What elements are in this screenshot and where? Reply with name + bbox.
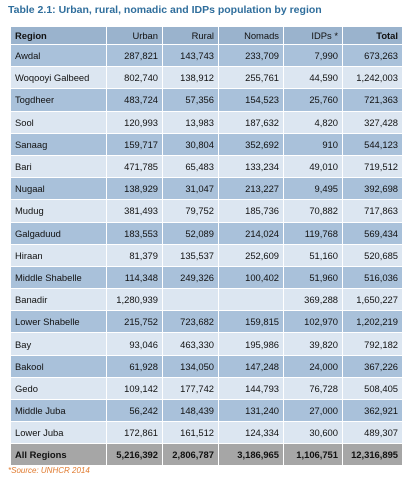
table-row [11,222,403,244]
rural-cell: 138,912 [163,67,219,89]
nomads-cell: 185,736 [219,200,284,222]
rural-cell: 79,752 [163,200,219,222]
urban-cell: 56,242 [107,400,163,422]
table-row [11,244,403,266]
table-row [11,377,403,399]
total-cell: 719,512 [343,155,403,177]
table-row [11,400,403,422]
idps-cell: 369,288 [284,289,343,311]
rural-cell: 31,047 [163,178,219,200]
region-cell: Hiraan [11,244,107,266]
idps-cell: 27,000 [284,400,343,422]
idps-cell: 9,495 [284,178,343,200]
table-row [11,178,403,200]
urban-cell: 471,785 [107,155,163,177]
idps-cell: 24,000 [284,355,343,377]
total-cell: 544,123 [343,133,403,155]
footer-rural-cell: 2,806,787 [163,444,219,466]
column-header-rural: Rural [163,27,219,45]
nomads-cell: 133,234 [219,155,284,177]
rural-cell: 135,537 [163,244,219,266]
rural-cell [163,289,219,311]
idps-cell: 49,010 [284,155,343,177]
nomads-cell: 147,248 [219,355,284,377]
nomads-cell: 252,609 [219,244,284,266]
table-body [11,45,403,444]
nomads-cell: 213,227 [219,178,284,200]
source-note: *Source: UNHCR 2014 [8,466,90,475]
rural-cell: 148,439 [163,400,219,422]
idps-cell: 30,600 [284,422,343,444]
total-cell: 508,405 [343,377,403,399]
urban-cell: 287,821 [107,45,163,67]
table-row [11,333,403,355]
column-header-region: Region [11,27,107,45]
table-row [11,311,403,333]
urban-cell: 159,717 [107,133,163,155]
urban-cell: 172,861 [107,422,163,444]
column-header-total: Total [343,27,403,45]
region-cell: Lower Shabelle [11,311,107,333]
urban-cell: 120,993 [107,111,163,133]
table-row [11,200,403,222]
total-cell: 1,242,003 [343,67,403,89]
table-row [11,422,403,444]
total-cell: 367,226 [343,355,403,377]
total-cell: 792,182 [343,333,403,355]
table-row [11,266,403,288]
footer-nomads-cell: 3,186,965 [219,444,284,466]
total-cell: 516,036 [343,266,403,288]
rural-cell: 249,326 [163,266,219,288]
urban-cell: 215,752 [107,311,163,333]
nomads-cell: 214,024 [219,222,284,244]
total-cell: 717,863 [343,200,403,222]
total-cell: 569,434 [343,222,403,244]
nomads-cell: 255,761 [219,67,284,89]
region-cell: Bay [11,333,107,355]
region-cell: Banadir [11,289,107,311]
urban-cell: 138,929 [107,178,163,200]
total-cell: 1,202,219 [343,311,403,333]
total-cell: 673,263 [343,45,403,67]
total-cell: 721,363 [343,89,403,111]
table-row [11,155,403,177]
rural-cell: 143,743 [163,45,219,67]
urban-cell: 109,142 [107,377,163,399]
rural-cell: 134,050 [163,355,219,377]
population-table [10,26,403,466]
total-cell: 327,428 [343,111,403,133]
rural-cell: 13,983 [163,111,219,133]
rural-cell: 463,330 [163,333,219,355]
total-cell: 520,685 [343,244,403,266]
nomads-cell: 100,402 [219,266,284,288]
column-header-urban: Urban [107,27,163,45]
nomads-cell: 352,692 [219,133,284,155]
table-row [11,67,403,89]
footer-region-cell: All Regions [11,444,107,466]
table-row [11,45,403,67]
column-header-idps: IDPs * [284,27,343,45]
rural-cell: 65,483 [163,155,219,177]
table-row [11,89,403,111]
urban-cell: 183,553 [107,222,163,244]
idps-cell: 119,768 [284,222,343,244]
nomads-cell [219,289,284,311]
footer-idps-cell: 1,106,751 [284,444,343,466]
region-cell: Middle Shabelle [11,266,107,288]
region-cell: Lower Juba [11,422,107,444]
region-cell: Bari [11,155,107,177]
nomads-cell: 154,523 [219,89,284,111]
urban-cell: 381,493 [107,200,163,222]
total-cell: 392,698 [343,178,403,200]
nomads-cell: 144,793 [219,377,284,399]
nomads-cell: 131,240 [219,400,284,422]
idps-cell: 102,970 [284,311,343,333]
urban-cell: 61,928 [107,355,163,377]
rural-cell: 723,682 [163,311,219,333]
urban-cell: 1,280,939 [107,289,163,311]
table-row [11,289,403,311]
rural-cell: 57,356 [163,89,219,111]
region-cell: Nugaal [11,178,107,200]
urban-cell: 93,046 [107,333,163,355]
nomads-cell: 159,815 [219,311,284,333]
idps-cell: 51,160 [284,244,343,266]
column-header-nomads: Nomads [219,27,284,45]
urban-cell: 802,740 [107,67,163,89]
idps-cell: 910 [284,133,343,155]
region-cell: Sool [11,111,107,133]
region-cell: Awdal [11,45,107,67]
region-cell: Mudug [11,200,107,222]
idps-cell: 25,760 [284,89,343,111]
table-row [11,355,403,377]
table-row [11,111,403,133]
region-cell: Bakool [11,355,107,377]
nomads-cell: 233,709 [219,45,284,67]
idps-cell: 4,820 [284,111,343,133]
total-cell: 1,650,227 [343,289,403,311]
rural-cell: 161,512 [163,422,219,444]
region-cell: Sanaag [11,133,107,155]
table-footer-row [11,444,403,466]
idps-cell: 51,960 [284,266,343,288]
idps-cell: 7,990 [284,45,343,67]
region-cell: Middle Juba [11,400,107,422]
urban-cell: 483,724 [107,89,163,111]
rural-cell: 177,742 [163,377,219,399]
region-cell: Togdheer [11,89,107,111]
idps-cell: 39,820 [284,333,343,355]
nomads-cell: 124,334 [219,422,284,444]
region-cell: Galgaduud [11,222,107,244]
region-cell: Woqooyi Galbeed [11,67,107,89]
total-cell: 362,921 [343,400,403,422]
rural-cell: 30,804 [163,133,219,155]
footer-total-cell: 12,316,895 [343,444,403,466]
rural-cell: 52,089 [163,222,219,244]
nomads-cell: 195,986 [219,333,284,355]
table-row [11,133,403,155]
table-title: Table 2.1: Urban, rural, nomadic and IDPs population by region [8,4,322,16]
idps-cell: 70,882 [284,200,343,222]
footer-urban-cell: 5,216,392 [107,444,163,466]
nomads-cell: 187,632 [219,111,284,133]
idps-cell: 76,728 [284,377,343,399]
idps-cell: 44,590 [284,67,343,89]
region-cell: Gedo [11,377,107,399]
total-cell: 489,307 [343,422,403,444]
urban-cell: 114,348 [107,266,163,288]
table-header-row [11,27,403,45]
urban-cell: 81,379 [107,244,163,266]
